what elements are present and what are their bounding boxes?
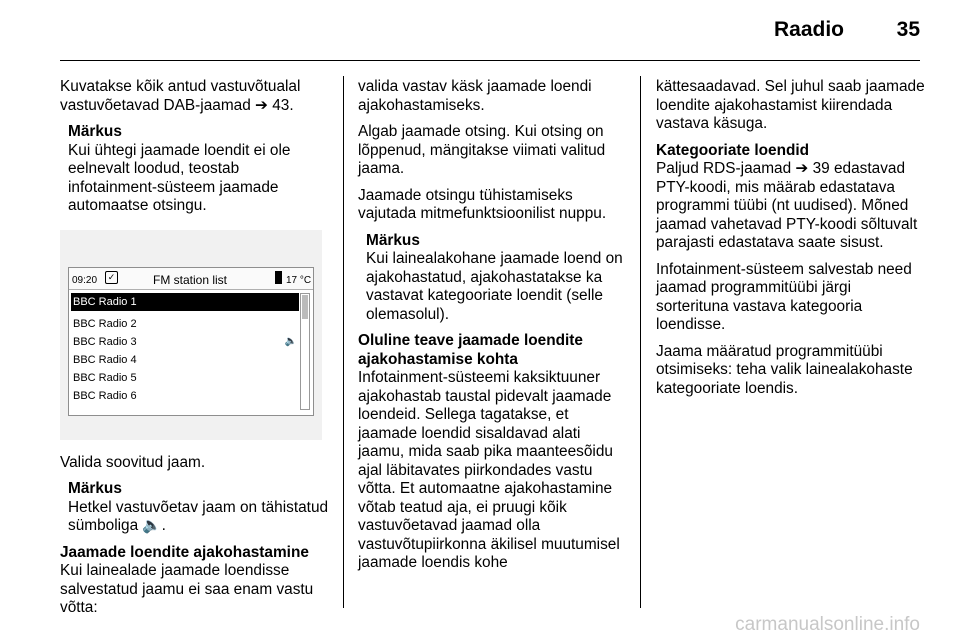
paragraph: Jaamade otsingu tühistamiseks vajutada mitmefunktsioonilist nuppu. — [358, 186, 607, 222]
station-list — [71, 293, 299, 405]
note-heading: Märkus — [68, 123, 122, 140]
section-heading: Kategooriate loendid — [656, 141, 810, 159]
station-item[interactable] — [71, 333, 299, 351]
temperature: 17 °C — [286, 274, 312, 286]
paragraph: valida vastav käsk jaamade loendi ajakohastamiseks. — [358, 78, 592, 114]
column-divider — [343, 76, 344, 608]
note-text: Kui lainealakohane jaamade loend on ajakohastatud, ajakohastatakse ka vastavat kategooriate loendit (selle olemasolul). — [366, 250, 623, 323]
column-3 — [656, 78, 928, 406]
column-2 — [358, 78, 630, 581]
station-label: BBC Radio 6 — [73, 389, 137, 402]
clock-icon: ✓ — [105, 271, 118, 284]
station-item[interactable] — [71, 293, 299, 311]
section-heading: Jaamade loendite ajakohastamine — [60, 543, 309, 561]
screen-title: FM station list — [153, 272, 228, 287]
paragraph: Jaama määratud programmitüübi otsimiseks: teha valik lainealakohaste kategooriate loendis. — [656, 342, 913, 397]
column-1 — [60, 78, 332, 626]
station-label: BBC Radio 4 — [73, 353, 137, 366]
station-item[interactable] — [71, 369, 299, 387]
paragraph: Valida soovitud jaam. — [60, 453, 206, 471]
page-number: 35 — [896, 18, 920, 41]
paragraph: Paljud RDS-jaamad ➔ 39 edastavad PTY-koodi, mis määrab edastatava programmi tüübi (nt uudised). Mõned jaamad vahetavad PTY-koodi sõltuvalt parajasti edastatava saate sisust. — [656, 160, 918, 251]
note-text: Hetkel vastuvõetav jaam on tähistatud sümboliga 🔈. — [68, 498, 329, 534]
section-heading: Oluline teave jaamade loendite ajakohastamise kohta — [358, 332, 583, 368]
watermark: carmanualsonline.info — [735, 614, 920, 635]
scrollbar-thumb[interactable] — [302, 295, 308, 319]
note-box — [68, 123, 332, 216]
station-label: BBC Radio 1 — [73, 295, 137, 308]
speaker-icon: 🔈 — [284, 335, 297, 347]
paragraph: Kuvatakse kõik antud vastuvõtualal vastuvõetavad DAB-jaamad ➔ 43. — [60, 78, 301, 114]
paragraph: Kui lainealade jaamade loendisse salvestatud jaamu ei saa enam vastu võtta: — [60, 562, 314, 616]
station-label: BBC Radio 5 — [73, 371, 137, 384]
paragraph: Algab jaamade otsing. Kui otsing on lõppenud, mängitakse viimati valitud jaama. — [358, 123, 606, 177]
station-item[interactable] — [71, 351, 299, 369]
paragraph: kättesaadavad. Sel juhul saab jaamade loendite ajakohastamist kiirendada vastava käsuga. — [656, 78, 925, 132]
note-heading: Märkus — [366, 231, 420, 249]
station-label: BBC Radio 2 — [73, 317, 137, 330]
page-title: Raadio — [773, 18, 844, 41]
screen-topbar — [69, 268, 313, 290]
column-divider — [640, 76, 641, 608]
station-item[interactable] — [71, 315, 299, 333]
paragraph: Infotainment-süsteem salvestab need jaamad programmitüübi järgi sorterituna vastava kategooria loendisse. — [656, 260, 912, 333]
note-box — [366, 232, 630, 325]
station-item[interactable] — [71, 387, 299, 405]
note-heading: Märkus — [68, 480, 122, 497]
page-header — [0, 0, 960, 62]
station-list-screenshot — [60, 230, 322, 440]
header-rule — [60, 60, 920, 61]
display-screen — [68, 267, 314, 416]
clock-time: 09:20 — [72, 274, 98, 286]
station-label: BBC Radio 3 — [73, 335, 137, 348]
note-text: Kui ühtegi jaamade loendit ei ole eelnevalt loodud, teostab infotainment-süsteem jaamade automaatse otsingu. — [68, 141, 291, 214]
note-box — [68, 480, 332, 536]
scrollbar[interactable] — [300, 293, 310, 410]
paragraph: Infotainment-süsteemi kaksiktuuner ajakohastab taustal pidevalt jaamade loendeid. Sellega tagatakse, et jaamade loendid sisaldavad alati jaamu, mida saab pika maanteesõidu ajal läbitavates piirkondades vastu võtta. Et automaatne ajakohastamine võtab teatud aja, ei pruugi kõik vastuvõetavad jaamad olla vastuvõtupiirkonna äkilisel muutumisel jaamade loendis kohe — [358, 369, 620, 571]
thermometer-icon — [275, 271, 282, 284]
